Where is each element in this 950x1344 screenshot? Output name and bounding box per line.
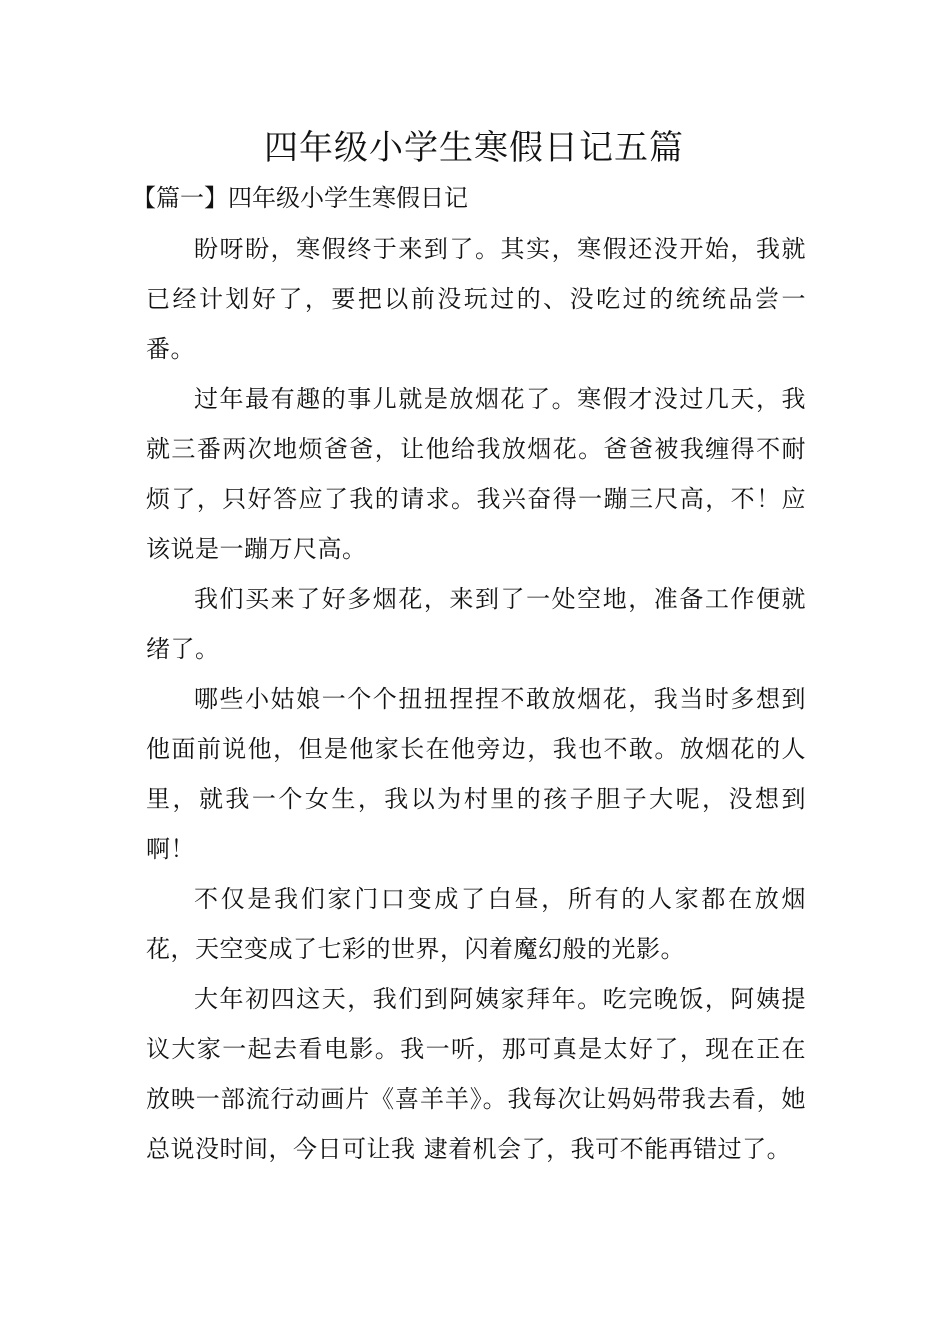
document-title: 四年级小学生寒假日记五篇 [264,128,684,168]
document-page [132,118,806,1174]
paragraph-1: 盼呀盼，寒假终于来到了。其实，寒假还没开始，我就已经计划好了，要把以前没玩过的、没吃过的统统品尝一番。 [146,235,806,363]
paragraph-3: 我们买来了好多烟花，来到了一处空地，准备工作便就绪了。 [146,585,806,663]
paragraph-2: 过年最有趣的事儿就是放烟花了。寒假才没过几天，我就三番两次地烦爸爸，让他给我放烟花。爸爸被我缠得不耐烦了，只好答应了我的请求。我兴奋得一蹦三尺高，不！应该说是一蹦万尺高。 [146,385,806,563]
paragraph-4: 哪些小姑娘一个个扭扭捏捏不敢放烟花，我当时多想到他面前说他，但是他家长在他旁边，我也不敢。放烟花的人里，就我一个女生，我以为村里的孩子胆子大呢，没想到啊！ [146,685,806,863]
paragraph-6: 大年初四这天，我们到阿姨家拜年。吃完晚饭，阿姨提议大家一起去看电影。我一听，那可真是太好了，现在正在放映一部流行动画片《喜羊羊》。我每次让妈妈带我去看，她总说没时间，今日可让我 逮着机会了，我可不能再错过了。 [146,985,806,1163]
paragraph-5: 不仅是我们家门口变成了白昼，所有的人家都在放烟花，天空变成了七彩的世界，闪着魔幻般的光影。 [146,885,806,963]
section-heading: 【篇一】四年级小学生寒假日记 [132,184,468,212]
